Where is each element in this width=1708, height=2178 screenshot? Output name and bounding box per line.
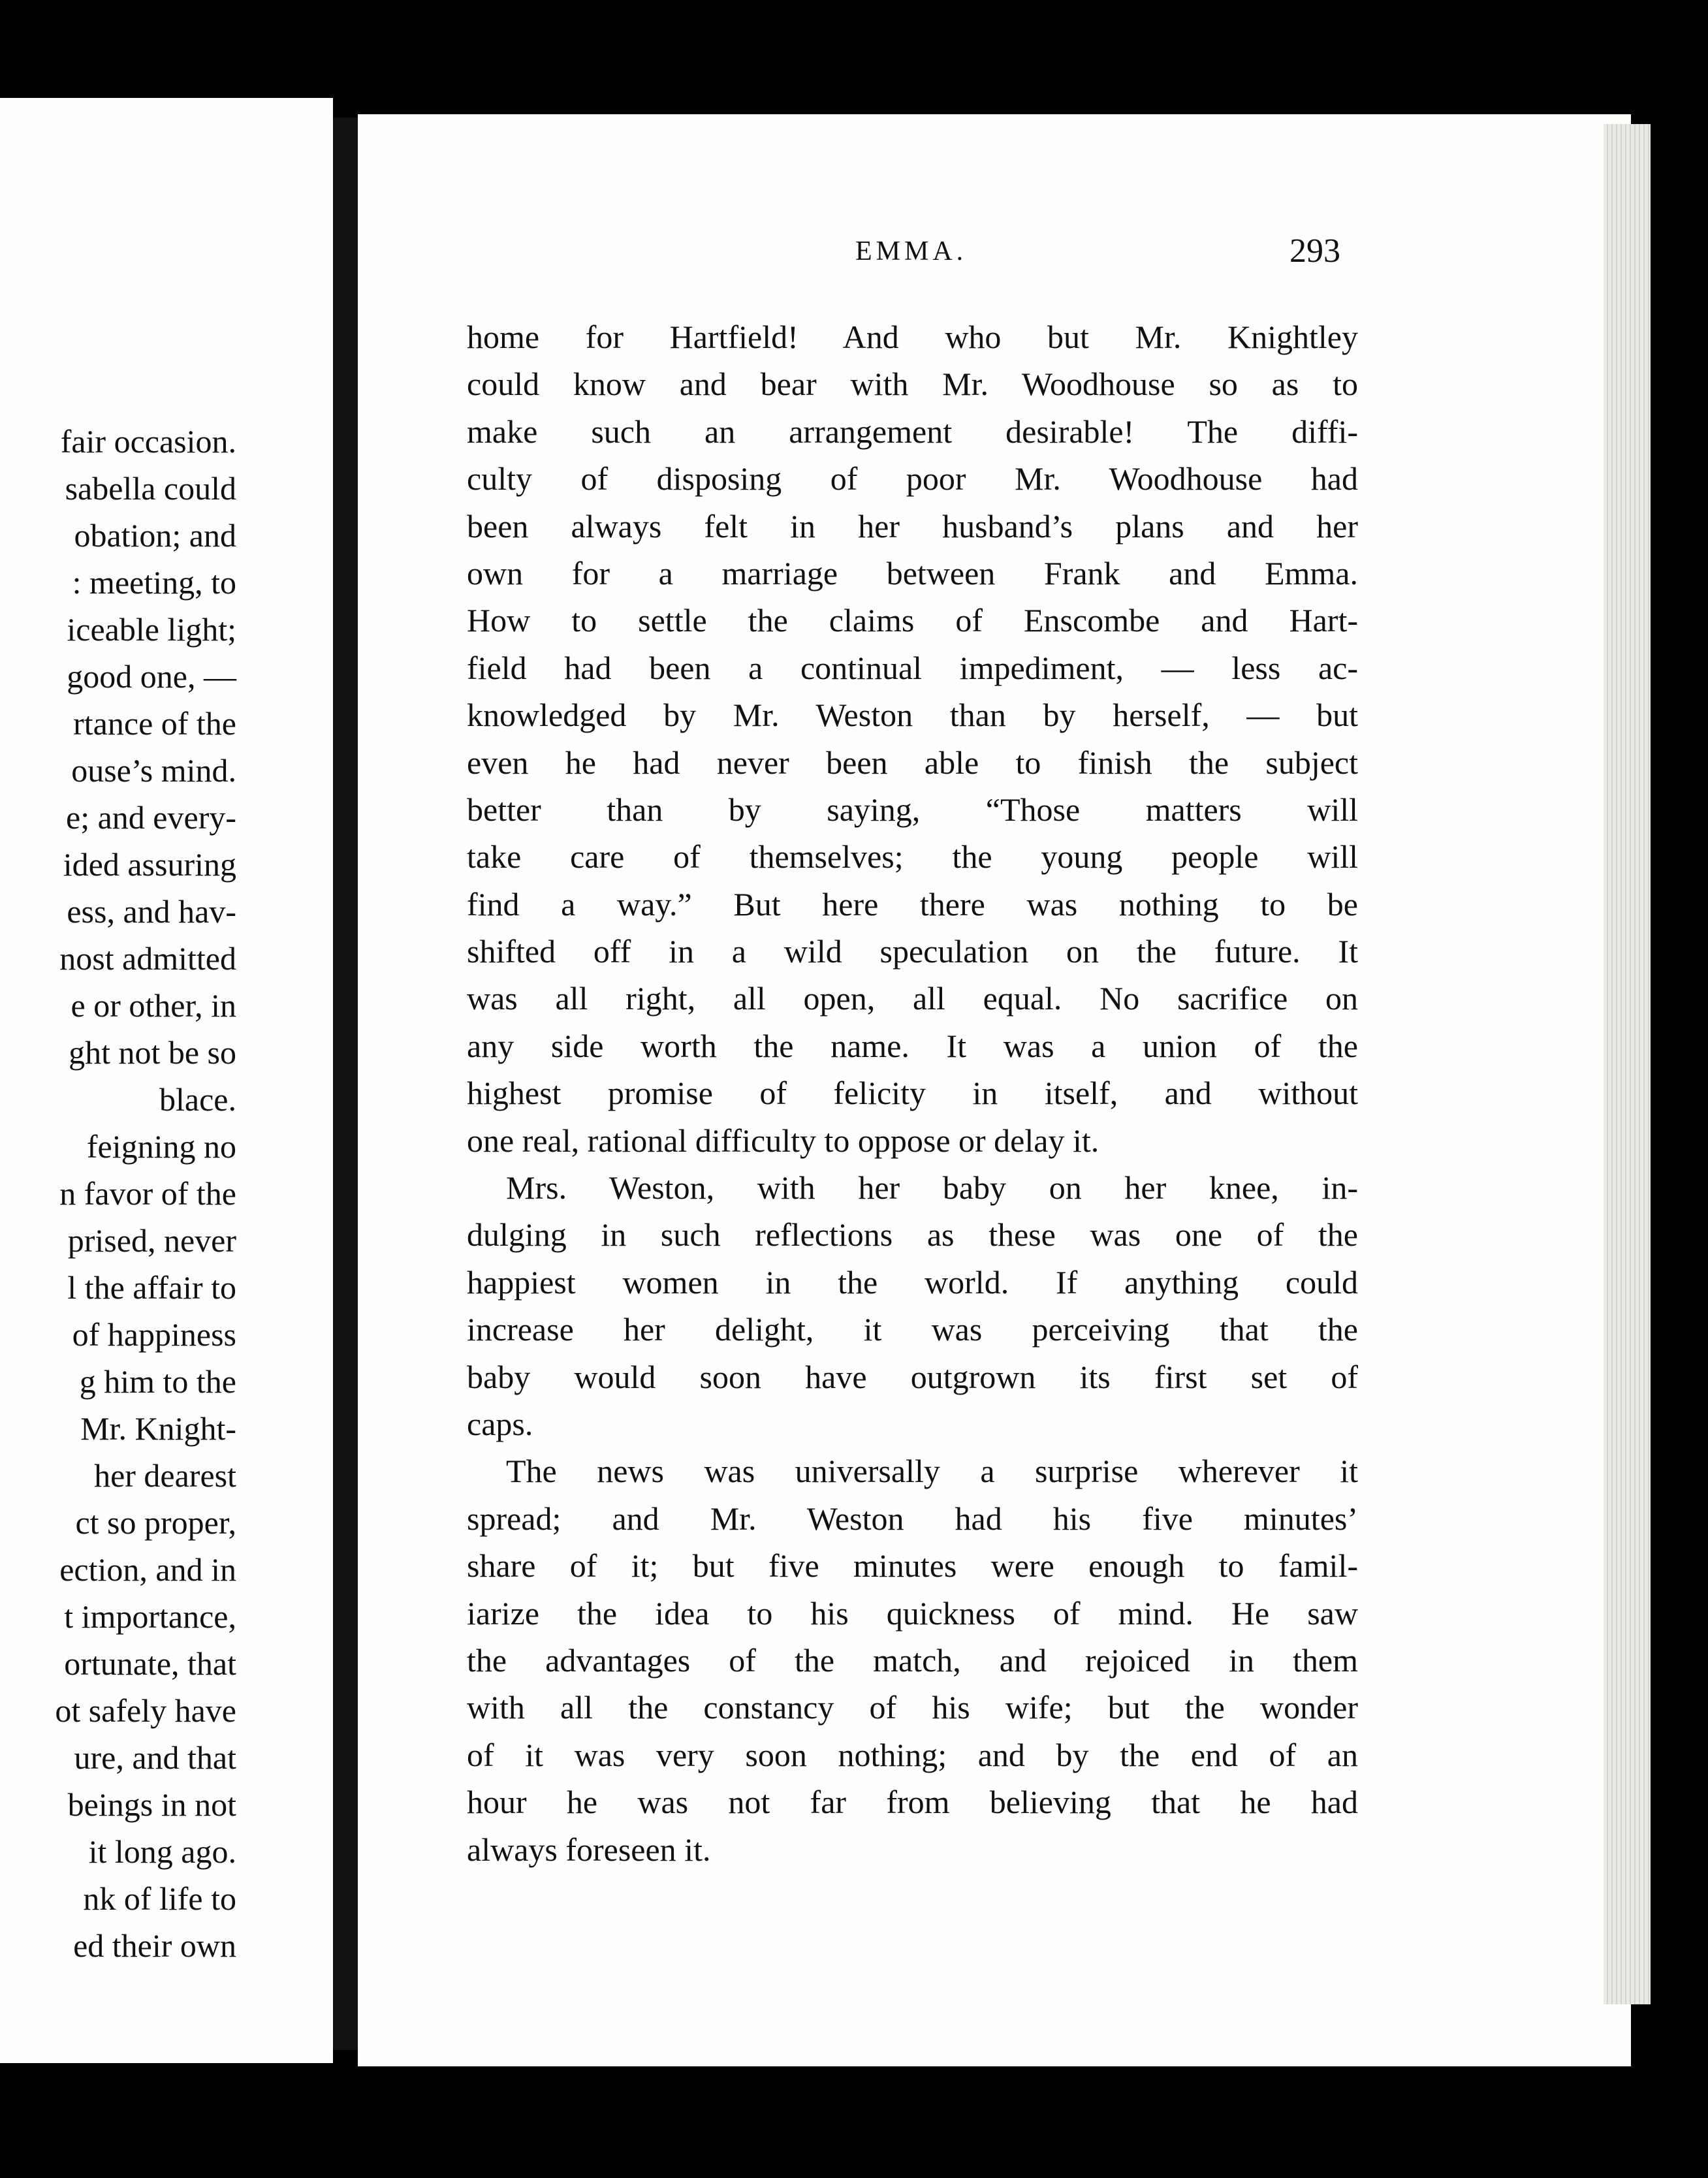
left-page-line: ot safely have [55, 1692, 236, 1729]
text-line: shifted off in a wild speculation on the future. It [467, 933, 1358, 970]
left-page-line: ct so proper, [75, 1504, 236, 1541]
left-page-line: ght not be so [69, 1034, 236, 1071]
left-page-line: it long ago. [88, 1833, 236, 1870]
left-page-line: g him to the [79, 1363, 236, 1400]
text-line: culty of disposing of poor Mr. Woodhouse had [467, 460, 1358, 497]
left-page-line: her dearest [94, 1457, 236, 1494]
left-page-line: ouse’s mind. [71, 752, 236, 789]
left-page-line: prised, never [67, 1222, 236, 1259]
left-page-line: feigning no [86, 1128, 236, 1165]
text-line: was all right, all open, all equal. No sacrifice on [467, 980, 1358, 1017]
left-page-line: nost admitted [59, 940, 236, 977]
text-line: of it was very soon nothing; and by the end of an [467, 1736, 1358, 1773]
left-page-text [0, 418, 236, 1969]
text-line: could know and bear with Mr. Woodhouse so as to [467, 366, 1358, 403]
text-line: hour he was not far from believing that he had [467, 1784, 1358, 1821]
text-line: find a way.” But here there was nothing to be [467, 885, 1358, 923]
left-page-line: e or other, in [71, 987, 236, 1024]
left-page-line: beings in not [67, 1786, 236, 1823]
text-line: with all the constancy of his wife; but the wonder [467, 1689, 1358, 1726]
text-line: iarize the idea to his quickness of mind. He saw [467, 1594, 1358, 1632]
text-line: field had been a continual impediment, — less ac- [467, 649, 1358, 686]
text-line: take care of themselves; the young people will [467, 838, 1358, 876]
text-line: share of it; but five minutes were enough to famil- [467, 1547, 1358, 1585]
left-page-line: ure, and that [74, 1739, 236, 1776]
text-line: always foreseen it. [467, 1831, 711, 1868]
left-page [0, 98, 333, 2063]
left-page-line: t importance, [64, 1598, 236, 1635]
text-line: knowledged by Mr. Weston than by herself, — but [467, 697, 1358, 734]
text-line: spread; and Mr. Weston had his five minutes’ [467, 1500, 1358, 1537]
text-line: make such an arrangement desirable! The diffi- [467, 413, 1358, 450]
left-page-line: fair occasion. [60, 423, 236, 460]
left-page-line: sabella could [65, 470, 236, 507]
left-page-line: of happiness [72, 1316, 236, 1353]
left-page-line: rtance of the [73, 705, 236, 742]
left-page-line: : meeting, to [72, 564, 236, 601]
text-line: one real, rational difficulty to oppose or delay it. [467, 1122, 1099, 1159]
left-page-line: Mr. Knight- [80, 1410, 236, 1447]
book-gutter [333, 118, 358, 2050]
left-page-line: e; and every- [66, 799, 236, 836]
text-line: happiest women in the world. If anything could [467, 1263, 1358, 1301]
page-edges [1604, 124, 1651, 2004]
text-line: Mrs. Weston, with her baby on her knee, in- [506, 1169, 1358, 1207]
text-line: highest promise of felicity in itself, and without [467, 1075, 1358, 1112]
text-line: The news was universally a surprise wherever it [506, 1453, 1358, 1490]
left-page-line: n favor of the [59, 1175, 236, 1212]
text-line: better than by saying, “Those matters will [467, 791, 1358, 828]
page-number: 293 [1289, 232, 1340, 270]
left-page-line: ess, and hav- [67, 893, 236, 930]
left-page-line: l the affair to [67, 1269, 236, 1306]
text-line: the advantages of the match, and rejoiced in them [467, 1641, 1358, 1679]
running-head: EMMA. [855, 236, 968, 266]
left-page-line: ection, and in [59, 1551, 236, 1588]
text-line: home for Hartfield! And who but Mr. Knightley [467, 319, 1358, 355]
body-text [467, 313, 1358, 1873]
text-line: been always felt in her husband’s plans and her [467, 507, 1358, 544]
left-page-line: iceable light; [67, 611, 236, 648]
left-page-line: good one, — [67, 658, 236, 695]
text-line: any side worth the name. It was a union of the [467, 1027, 1358, 1064]
text-line: even he had never been able to finish the subject [467, 744, 1358, 781]
left-page-line: obation; and [74, 517, 236, 554]
left-page-line: ided assuring [63, 846, 236, 883]
left-page-line: ed their own [73, 1927, 236, 1964]
left-page-line: blace. [159, 1081, 236, 1118]
text-line: baby would soon have outgrown its first set of [467, 1358, 1358, 1395]
text-line: How to settle the claims of Enscombe and Hart- [467, 602, 1358, 639]
text-line: dulging in such reflections as these was one of the [467, 1216, 1358, 1254]
left-page-line: nk of life to [83, 1880, 236, 1917]
text-line: own for a marriage between Frank and Emma. [467, 554, 1358, 592]
left-page-line: ortunate, that [64, 1645, 236, 1682]
text-line: increase her delight, it was perceiving that the [467, 1311, 1358, 1348]
text-line: caps. [467, 1405, 533, 1442]
